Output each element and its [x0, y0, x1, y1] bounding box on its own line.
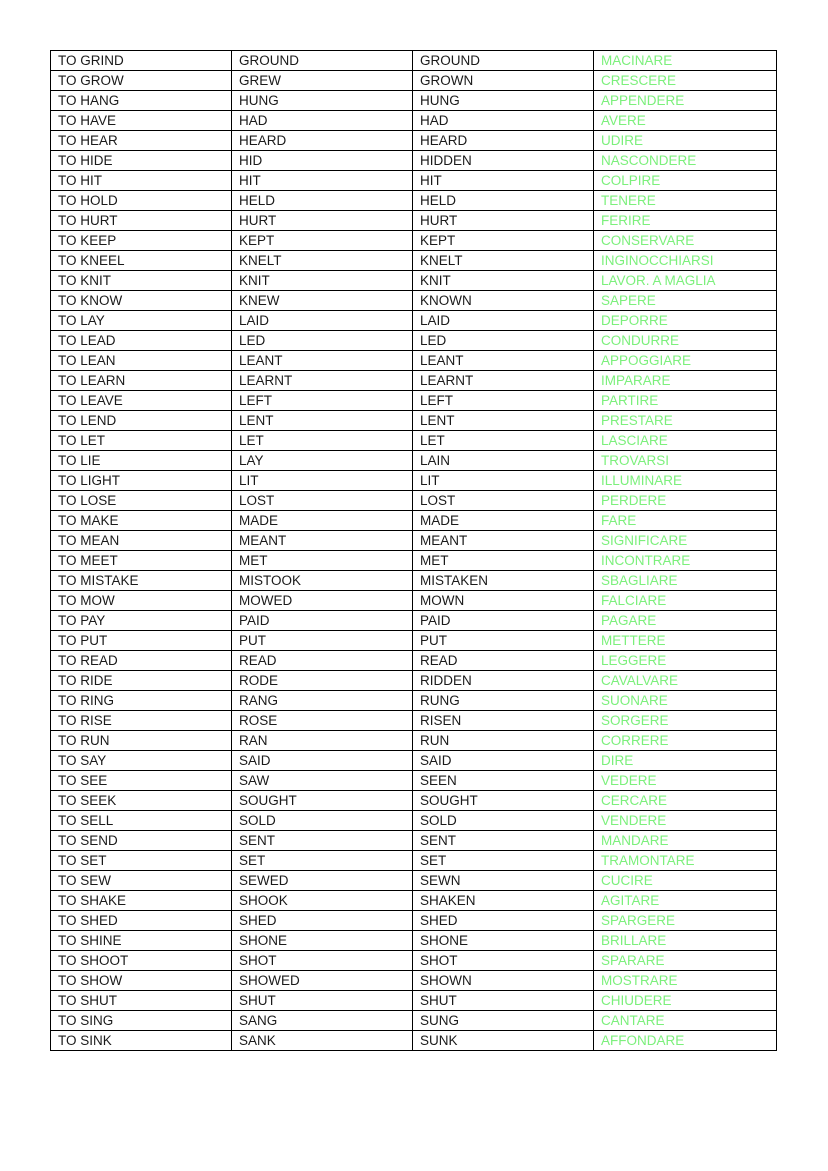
infinitive-cell: TO SHOOT	[51, 951, 232, 971]
verb-row	[51, 991, 777, 1011]
italian-translation-cell: BRILLARE	[594, 931, 777, 951]
italian-translation-cell: FERIRE	[594, 211, 777, 231]
past-participle-cell: LET	[413, 431, 594, 451]
past-participle-cell: SHAKEN	[413, 891, 594, 911]
past-simple-cell: SHONE	[232, 931, 413, 951]
infinitive-cell: TO HIT	[51, 171, 232, 191]
infinitive-cell: TO MEET	[51, 551, 232, 571]
past-participle-cell: HUNG	[413, 91, 594, 111]
verb-row	[51, 191, 777, 211]
italian-translation-cell: PARTIRE	[594, 391, 777, 411]
past-simple-cell: GREW	[232, 71, 413, 91]
verb-row	[51, 311, 777, 331]
past-simple-cell: SAID	[232, 751, 413, 771]
past-simple-cell: HAD	[232, 111, 413, 131]
past-simple-cell: SENT	[232, 831, 413, 851]
italian-translation-cell: SORGERE	[594, 711, 777, 731]
italian-translation-cell: LASCIARE	[594, 431, 777, 451]
infinitive-cell: TO MISTAKE	[51, 571, 232, 591]
infinitive-cell: TO RUN	[51, 731, 232, 751]
infinitive-cell: TO KNIT	[51, 271, 232, 291]
past-simple-cell: HID	[232, 151, 413, 171]
italian-translation-cell: VENDERE	[594, 811, 777, 831]
past-participle-cell: SENT	[413, 831, 594, 851]
infinitive-cell: TO LEARN	[51, 371, 232, 391]
past-participle-cell: MOWN	[413, 591, 594, 611]
infinitive-cell: TO HEAR	[51, 131, 232, 151]
italian-translation-cell: AFFONDARE	[594, 1031, 777, 1051]
past-participle-cell: MEANT	[413, 531, 594, 551]
infinitive-cell: TO KEEP	[51, 231, 232, 251]
italian-translation-cell: LAVOR. A MAGLIA	[594, 271, 777, 291]
infinitive-cell: TO LEAVE	[51, 391, 232, 411]
past-simple-cell: ROSE	[232, 711, 413, 731]
italian-translation-cell: MOSTRARE	[594, 971, 777, 991]
past-simple-cell: SANK	[232, 1031, 413, 1051]
past-participle-cell: PUT	[413, 631, 594, 651]
infinitive-cell: TO GROW	[51, 71, 232, 91]
italian-translation-cell: PRESTARE	[594, 411, 777, 431]
past-simple-cell: LEFT	[232, 391, 413, 411]
verb-row	[51, 111, 777, 131]
italian-translation-cell: CRESCERE	[594, 71, 777, 91]
italian-translation-cell: AVERE	[594, 111, 777, 131]
verb-row	[51, 971, 777, 991]
verb-row	[51, 211, 777, 231]
past-simple-cell: SANG	[232, 1011, 413, 1031]
italian-translation-cell: FALCIARE	[594, 591, 777, 611]
past-simple-cell: SHOOK	[232, 891, 413, 911]
verb-row	[51, 451, 777, 471]
verb-row	[51, 791, 777, 811]
past-simple-cell: LET	[232, 431, 413, 451]
past-simple-cell: READ	[232, 651, 413, 671]
past-participle-cell: HIDDEN	[413, 151, 594, 171]
past-participle-cell: LOST	[413, 491, 594, 511]
infinitive-cell: TO HAVE	[51, 111, 232, 131]
past-simple-cell: HIT	[232, 171, 413, 191]
verb-row	[51, 91, 777, 111]
past-simple-cell: RANG	[232, 691, 413, 711]
italian-translation-cell: TENERE	[594, 191, 777, 211]
verb-row	[51, 51, 777, 71]
past-simple-cell: SHUT	[232, 991, 413, 1011]
past-participle-cell: GROUND	[413, 51, 594, 71]
infinitive-cell: TO SELL	[51, 811, 232, 831]
past-participle-cell: SAID	[413, 751, 594, 771]
infinitive-cell: TO HOLD	[51, 191, 232, 211]
past-participle-cell: KNOWN	[413, 291, 594, 311]
italian-translation-cell: CUCIRE	[594, 871, 777, 891]
past-simple-cell: SHOT	[232, 951, 413, 971]
past-participle-cell: SHOWN	[413, 971, 594, 991]
italian-translation-cell: FARE	[594, 511, 777, 531]
past-simple-cell: KNELT	[232, 251, 413, 271]
infinitive-cell: TO HANG	[51, 91, 232, 111]
infinitive-cell: TO SEW	[51, 871, 232, 891]
verb-row	[51, 351, 777, 371]
italian-translation-cell: METTERE	[594, 631, 777, 651]
verb-row	[51, 511, 777, 531]
infinitive-cell: TO SET	[51, 851, 232, 871]
past-simple-cell: SOUGHT	[232, 791, 413, 811]
past-simple-cell: RAN	[232, 731, 413, 751]
past-simple-cell: MISTOOK	[232, 571, 413, 591]
verb-row	[51, 151, 777, 171]
italian-translation-cell: INCONTRARE	[594, 551, 777, 571]
verb-row	[51, 131, 777, 151]
italian-translation-cell: CORRERE	[594, 731, 777, 751]
infinitive-cell: TO SHAKE	[51, 891, 232, 911]
italian-translation-cell: CANTARE	[594, 1011, 777, 1031]
past-participle-cell: KNIT	[413, 271, 594, 291]
infinitive-cell: TO SAY	[51, 751, 232, 771]
verb-row	[51, 571, 777, 591]
infinitive-cell: TO PAY	[51, 611, 232, 631]
past-participle-cell: HURT	[413, 211, 594, 231]
infinitive-cell: TO SEEK	[51, 791, 232, 811]
infinitive-cell: TO SINK	[51, 1031, 232, 1051]
italian-translation-cell: COLPIRE	[594, 171, 777, 191]
past-participle-cell: SHOT	[413, 951, 594, 971]
verb-row	[51, 71, 777, 91]
past-simple-cell: MOWED	[232, 591, 413, 611]
italian-translation-cell: CAVALVARE	[594, 671, 777, 691]
verb-row	[51, 851, 777, 871]
past-participle-cell: SEWN	[413, 871, 594, 891]
verb-row	[51, 411, 777, 431]
past-simple-cell: SEWED	[232, 871, 413, 891]
verb-row	[51, 911, 777, 931]
italian-translation-cell: PERDERE	[594, 491, 777, 511]
infinitive-cell: TO LEND	[51, 411, 232, 431]
past-participle-cell: RIDDEN	[413, 671, 594, 691]
verb-row	[51, 671, 777, 691]
verb-row	[51, 891, 777, 911]
italian-translation-cell: MACINARE	[594, 51, 777, 71]
past-simple-cell: MEANT	[232, 531, 413, 551]
past-simple-cell: LED	[232, 331, 413, 351]
past-participle-cell: LEARNT	[413, 371, 594, 391]
verb-row	[51, 251, 777, 271]
infinitive-cell: TO KNOW	[51, 291, 232, 311]
past-participle-cell: LEFT	[413, 391, 594, 411]
infinitive-cell: TO HIDE	[51, 151, 232, 171]
italian-translation-cell: NASCONDERE	[594, 151, 777, 171]
verb-row	[51, 531, 777, 551]
verb-row	[51, 691, 777, 711]
past-simple-cell: LIT	[232, 471, 413, 491]
infinitive-cell: TO MEAN	[51, 531, 232, 551]
past-participle-cell: KEPT	[413, 231, 594, 251]
verb-row	[51, 331, 777, 351]
past-simple-cell: PAID	[232, 611, 413, 631]
infinitive-cell: TO RIDE	[51, 671, 232, 691]
italian-translation-cell: PAGARE	[594, 611, 777, 631]
verb-row	[51, 1011, 777, 1031]
past-simple-cell: SAW	[232, 771, 413, 791]
past-participle-cell: SUNG	[413, 1011, 594, 1031]
past-simple-cell: HURT	[232, 211, 413, 231]
verb-row	[51, 551, 777, 571]
past-simple-cell: HELD	[232, 191, 413, 211]
infinitive-cell: TO READ	[51, 651, 232, 671]
past-participle-cell: SHUT	[413, 991, 594, 1011]
past-participle-cell: RISEN	[413, 711, 594, 731]
past-participle-cell: LAID	[413, 311, 594, 331]
past-simple-cell: LEANT	[232, 351, 413, 371]
infinitive-cell: TO SHINE	[51, 931, 232, 951]
past-participle-cell: SUNK	[413, 1031, 594, 1051]
past-simple-cell: LOST	[232, 491, 413, 511]
infinitive-cell: TO LET	[51, 431, 232, 451]
past-simple-cell: SET	[232, 851, 413, 871]
infinitive-cell: TO LOSE	[51, 491, 232, 511]
infinitive-cell: TO HURT	[51, 211, 232, 231]
past-participle-cell: SOUGHT	[413, 791, 594, 811]
infinitive-cell: TO KNEEL	[51, 251, 232, 271]
verb-row	[51, 871, 777, 891]
past-participle-cell: GROWN	[413, 71, 594, 91]
past-simple-cell: LEARNT	[232, 371, 413, 391]
past-participle-cell: LENT	[413, 411, 594, 431]
past-participle-cell: KNELT	[413, 251, 594, 271]
past-participle-cell: SOLD	[413, 811, 594, 831]
past-participle-cell: HELD	[413, 191, 594, 211]
italian-translation-cell: CERCARE	[594, 791, 777, 811]
italian-translation-cell: CONSERVARE	[594, 231, 777, 251]
infinitive-cell: TO LEAD	[51, 331, 232, 351]
infinitive-cell: TO SHOW	[51, 971, 232, 991]
past-participle-cell: MET	[413, 551, 594, 571]
verb-row	[51, 171, 777, 191]
past-participle-cell: HEARD	[413, 131, 594, 151]
italian-translation-cell: SPARARE	[594, 951, 777, 971]
italian-translation-cell: AGITARE	[594, 891, 777, 911]
italian-translation-cell: DIRE	[594, 751, 777, 771]
past-simple-cell: KEPT	[232, 231, 413, 251]
italian-translation-cell: IMPARARE	[594, 371, 777, 391]
infinitive-cell: TO SEE	[51, 771, 232, 791]
verb-row	[51, 771, 777, 791]
past-simple-cell: SOLD	[232, 811, 413, 831]
infinitive-cell: TO LAY	[51, 311, 232, 331]
italian-translation-cell: INGINOCCHIARSI	[594, 251, 777, 271]
verb-row	[51, 491, 777, 511]
infinitive-cell: TO LEAN	[51, 351, 232, 371]
past-participle-cell: LAIN	[413, 451, 594, 471]
verb-row	[51, 751, 777, 771]
irregular-verbs-table	[50, 50, 777, 1051]
italian-translation-cell: MANDARE	[594, 831, 777, 851]
verb-row	[51, 1031, 777, 1051]
past-simple-cell: LAID	[232, 311, 413, 331]
verb-row	[51, 291, 777, 311]
past-simple-cell: MET	[232, 551, 413, 571]
past-participle-cell: LEANT	[413, 351, 594, 371]
italian-translation-cell: UDIRE	[594, 131, 777, 151]
verb-row	[51, 371, 777, 391]
italian-translation-cell: APPENDERE	[594, 91, 777, 111]
italian-translation-cell: VEDERE	[594, 771, 777, 791]
infinitive-cell: TO SING	[51, 1011, 232, 1031]
past-simple-cell: HEARD	[232, 131, 413, 151]
verb-row	[51, 651, 777, 671]
italian-translation-cell: SBAGLIARE	[594, 571, 777, 591]
verb-row	[51, 831, 777, 851]
italian-translation-cell: SPARGERE	[594, 911, 777, 931]
past-participle-cell: LIT	[413, 471, 594, 491]
verb-row	[51, 431, 777, 451]
italian-translation-cell: DEPORRE	[594, 311, 777, 331]
past-participle-cell: HIT	[413, 171, 594, 191]
past-participle-cell: SHED	[413, 911, 594, 931]
italian-translation-cell: APPOGGIARE	[594, 351, 777, 371]
past-simple-cell: LENT	[232, 411, 413, 431]
past-participle-cell: SEEN	[413, 771, 594, 791]
infinitive-cell: TO PUT	[51, 631, 232, 651]
past-simple-cell: RODE	[232, 671, 413, 691]
infinitive-cell: TO LIGHT	[51, 471, 232, 491]
verb-row	[51, 471, 777, 491]
past-participle-cell: RUN	[413, 731, 594, 751]
verb-row	[51, 391, 777, 411]
verb-row	[51, 731, 777, 751]
verb-row	[51, 711, 777, 731]
verb-row	[51, 631, 777, 651]
infinitive-cell: TO RISE	[51, 711, 232, 731]
infinitive-cell: TO LIE	[51, 451, 232, 471]
verb-row	[51, 811, 777, 831]
verb-table-body	[51, 51, 777, 1051]
verb-row	[51, 951, 777, 971]
past-simple-cell: SHOWED	[232, 971, 413, 991]
italian-translation-cell: SIGNIFICARE	[594, 531, 777, 551]
italian-translation-cell: CONDURRE	[594, 331, 777, 351]
past-simple-cell: LAY	[232, 451, 413, 471]
past-participle-cell: RUNG	[413, 691, 594, 711]
italian-translation-cell: ILLUMINARE	[594, 471, 777, 491]
past-participle-cell: MISTAKEN	[413, 571, 594, 591]
past-participle-cell: SHONE	[413, 931, 594, 951]
past-participle-cell: LED	[413, 331, 594, 351]
verb-row	[51, 591, 777, 611]
verb-row	[51, 271, 777, 291]
italian-translation-cell: TROVARSI	[594, 451, 777, 471]
italian-translation-cell: TRAMONTARE	[594, 851, 777, 871]
infinitive-cell: TO SEND	[51, 831, 232, 851]
past-simple-cell: SHED	[232, 911, 413, 931]
verb-row	[51, 931, 777, 951]
italian-translation-cell: SAPERE	[594, 291, 777, 311]
past-participle-cell: PAID	[413, 611, 594, 631]
past-simple-cell: PUT	[232, 631, 413, 651]
italian-translation-cell: SUONARE	[594, 691, 777, 711]
infinitive-cell: TO MAKE	[51, 511, 232, 531]
past-simple-cell: MADE	[232, 511, 413, 531]
infinitive-cell: TO SHED	[51, 911, 232, 931]
past-participle-cell: SET	[413, 851, 594, 871]
past-participle-cell: MADE	[413, 511, 594, 531]
infinitive-cell: TO GRIND	[51, 51, 232, 71]
past-participle-cell: READ	[413, 651, 594, 671]
infinitive-cell: TO MOW	[51, 591, 232, 611]
past-simple-cell: HUNG	[232, 91, 413, 111]
italian-translation-cell: CHIUDERE	[594, 991, 777, 1011]
past-simple-cell: KNIT	[232, 271, 413, 291]
past-participle-cell: HAD	[413, 111, 594, 131]
past-simple-cell: GROUND	[232, 51, 413, 71]
verb-row	[51, 231, 777, 251]
infinitive-cell: TO SHUT	[51, 991, 232, 1011]
infinitive-cell: TO RING	[51, 691, 232, 711]
past-simple-cell: KNEW	[232, 291, 413, 311]
verb-row	[51, 611, 777, 631]
italian-translation-cell: LEGGERE	[594, 651, 777, 671]
